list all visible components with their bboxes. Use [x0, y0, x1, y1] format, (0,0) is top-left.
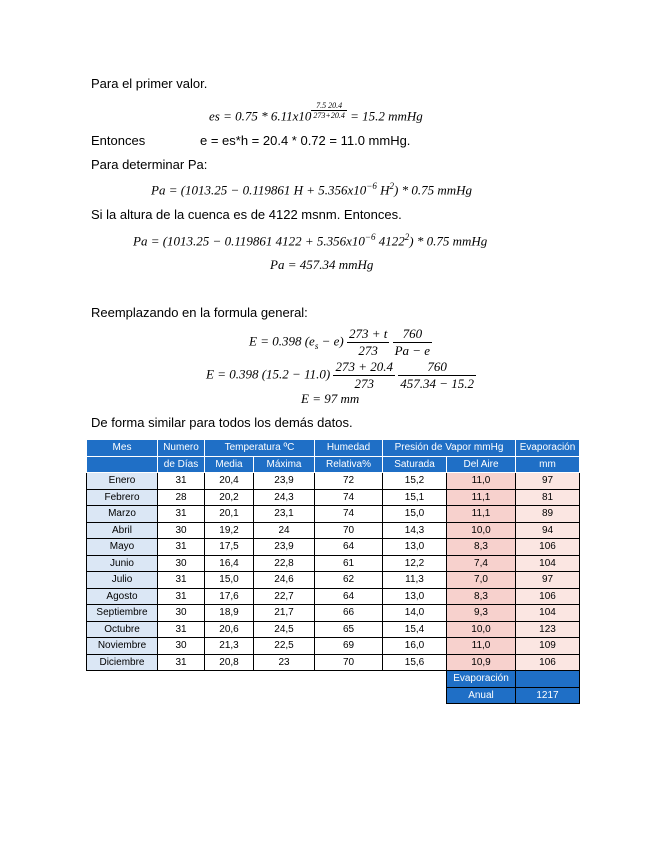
evaporation-table — [86, 439, 580, 704]
header-delaire: Del Aire — [447, 456, 516, 473]
cell-media: 17,5 — [205, 539, 254, 556]
cell-delaire: 7,0 — [447, 572, 516, 589]
eq1-lhs: es = 0.75 * 6.11x10 — [209, 108, 312, 124]
cell-media: 20,8 — [205, 654, 254, 671]
equation-pa-value — [133, 232, 487, 249]
cell-humedad: 70 — [315, 522, 383, 539]
equation-es — [209, 101, 423, 125]
cell-dias: 28 — [158, 489, 205, 506]
cell-humedad: 62 — [315, 572, 383, 589]
cell-month: Mayo — [87, 539, 158, 556]
cell-humedad: 72 — [315, 473, 383, 490]
cell-humedad: 64 — [315, 588, 383, 605]
cell-evaporacion: 97 — [516, 572, 580, 589]
similar-text: De forma similar para todos los demás datos. — [91, 415, 353, 430]
footer-spacer-2 — [87, 687, 447, 704]
eq3-b: 4122 — [375, 233, 405, 249]
cell-delaire: 10,0 — [447, 522, 516, 539]
header-dias: de Días — [158, 456, 205, 473]
cell-evaporacion: 81 — [516, 489, 580, 506]
table-row — [87, 605, 580, 622]
cell-humedad: 74 — [315, 506, 383, 523]
header-row-2 — [87, 456, 580, 473]
cell-month: Septiembre — [87, 605, 158, 622]
header-relativa: Relativa% — [315, 456, 383, 473]
cell-delaire: 11,0 — [447, 638, 516, 655]
table-row — [87, 588, 580, 605]
cell-maxima: 24,3 — [254, 489, 315, 506]
header-evaporacion: Evaporación — [516, 440, 580, 457]
cell-evaporacion: 109 — [516, 638, 580, 655]
header-numero: Numero — [158, 440, 205, 457]
eq3-exp2: 2 — [404, 232, 410, 242]
table-row — [87, 539, 580, 556]
eq5-lhs: E = 0.398 (e — [249, 333, 315, 349]
table-row — [87, 638, 580, 655]
cell-month: Octubre — [87, 621, 158, 638]
cell-media: 16,4 — [205, 555, 254, 572]
cell-month: Julio — [87, 572, 158, 589]
cell-month: Diciembre — [87, 654, 158, 671]
cell-delaire: 11,1 — [447, 506, 516, 523]
footer-row-2 — [87, 687, 580, 704]
cell-media: 15,0 — [205, 572, 254, 589]
table-row — [87, 654, 580, 671]
cell-delaire: 7,4 — [447, 555, 516, 572]
table-row — [87, 555, 580, 572]
eq1-exp-num: 7.5 20.4 — [316, 101, 343, 110]
entonces-label: Entonces — [91, 133, 146, 148]
cell-evaporacion: 97 — [516, 473, 580, 490]
cell-media: 20,2 — [205, 489, 254, 506]
eq2-a: Pa = (1013.25 − 0.119861 H + 5.356x10 — [151, 182, 367, 198]
eq6-lhs: E = 0.398 (15.2 − 11.0) — [206, 366, 331, 382]
equation-e-substituted — [206, 359, 476, 392]
cell-evaporacion: 106 — [516, 654, 580, 671]
cell-month: Abril — [87, 522, 158, 539]
cell-maxima: 24,6 — [254, 572, 315, 589]
cell-dias: 31 — [158, 572, 205, 589]
table-row — [87, 572, 580, 589]
eq5-f2-num: 760 — [402, 326, 423, 341]
equation-pa-general — [151, 181, 472, 198]
cell-media: 19,2 — [205, 522, 254, 539]
eq5-sub: s — [314, 341, 319, 352]
equation-pa-result: Pa = 457.34 mmHg — [270, 257, 374, 272]
cell-humedad: 74 — [315, 489, 383, 506]
eq2-c: ) * 0.75 mmHg — [394, 182, 472, 198]
cell-delaire: 9,3 — [447, 605, 516, 622]
footer-label-anual: Anual — [447, 687, 516, 704]
footer-blank — [516, 671, 580, 688]
header-maxima: Máxima — [254, 456, 315, 473]
cell-maxima: 23,1 — [254, 506, 315, 523]
cell-month: Marzo — [87, 506, 158, 523]
footer-total: 1217 — [516, 687, 580, 704]
cell-maxima: 24,5 — [254, 621, 315, 638]
header-temperatura: Temperatura ºC — [205, 440, 315, 457]
cell-saturada: 11,3 — [383, 572, 447, 589]
eq6-f2-den: 457.34 − 15.2 — [400, 376, 474, 391]
cell-maxima: 24 — [254, 522, 315, 539]
equation-e-general — [249, 326, 432, 359]
cell-dias: 31 — [158, 588, 205, 605]
cell-dias: 31 — [158, 654, 205, 671]
eq6-f1-den: 273 — [333, 375, 395, 392]
eq1-exp-den: 273+20.4 — [313, 111, 345, 120]
cell-dias: 30 — [158, 605, 205, 622]
eq1-rhs: = 15.2 mmHg — [346, 108, 423, 124]
cell-month: Febrero — [87, 489, 158, 506]
eq5-mid: − e) — [318, 333, 344, 349]
reemplazando-text: Reemplazando en la formula general: — [91, 305, 308, 320]
intro-text: Para el primer valor. — [91, 76, 208, 91]
equation-e-result: E = 97 mm — [301, 391, 360, 406]
cell-dias: 31 — [158, 473, 205, 490]
cell-delaire: 11,0 — [447, 473, 516, 490]
footer-label-evaporacion: Evaporación — [447, 671, 516, 688]
eq2-b: H — [376, 182, 390, 198]
cell-maxima: 22,5 — [254, 638, 315, 655]
cell-media: 20,1 — [205, 506, 254, 523]
table-row — [87, 506, 580, 523]
table-row — [87, 621, 580, 638]
cell-dias: 30 — [158, 522, 205, 539]
cell-saturada: 15,4 — [383, 621, 447, 638]
cell-saturada: 14,3 — [383, 522, 447, 539]
header-media: Media — [205, 456, 254, 473]
cell-evaporacion: 94 — [516, 522, 580, 539]
cell-humedad: 66 — [315, 605, 383, 622]
cell-delaire: 10,9 — [447, 654, 516, 671]
cell-month: Enero — [87, 473, 158, 490]
cell-media: 17,6 — [205, 588, 254, 605]
eq5-f1-den: 273 — [347, 342, 389, 359]
determinar-text: Para determinar Pa: — [91, 157, 208, 172]
cell-media: 21,3 — [205, 638, 254, 655]
table-row — [87, 473, 580, 490]
table-body — [87, 473, 580, 671]
cell-evaporacion: 104 — [516, 555, 580, 572]
header-presion: Presión de Vapor mmHg — [383, 440, 516, 457]
cell-evaporacion: 89 — [516, 506, 580, 523]
eq6-f2-num: 760 — [427, 359, 447, 374]
cell-dias: 31 — [158, 539, 205, 556]
cell-saturada: 15,0 — [383, 506, 447, 523]
cell-maxima: 23,9 — [254, 539, 315, 556]
cell-media: 18,9 — [205, 605, 254, 622]
cell-delaire: 8,3 — [447, 588, 516, 605]
eq5-f2-den: Pa − e — [394, 343, 431, 358]
cell-saturada: 15,6 — [383, 654, 447, 671]
cell-saturada: 13,0 — [383, 588, 447, 605]
cell-evaporacion: 104 — [516, 605, 580, 622]
cell-maxima: 23 — [254, 654, 315, 671]
cell-delaire: 8,3 — [447, 539, 516, 556]
cell-delaire: 10,0 — [447, 621, 516, 638]
eq3-c: ) * 0.75 mmHg — [409, 233, 488, 249]
footer-spacer — [87, 671, 447, 688]
cell-dias: 31 — [158, 621, 205, 638]
header-saturada: Saturada — [383, 456, 447, 473]
header-mes: Mes — [87, 440, 158, 457]
cell-saturada: 16,0 — [383, 638, 447, 655]
cell-month: Agosto — [87, 588, 158, 605]
cell-maxima: 22,8 — [254, 555, 315, 572]
cell-saturada: 14,0 — [383, 605, 447, 622]
eq3-exp: −6 — [364, 232, 376, 242]
eq6-f1-num: 273 + 20.4 — [335, 359, 393, 374]
eq2-exp2: 2 — [389, 181, 394, 191]
eq2-exp: −6 — [366, 181, 377, 191]
header-humedad: Humedad — [315, 440, 383, 457]
eq5-f1-num: 273 + t — [348, 326, 388, 341]
cell-media: 20,4 — [205, 473, 254, 490]
cell-humedad: 70 — [315, 654, 383, 671]
table-row — [87, 522, 580, 539]
cell-saturada: 15,1 — [383, 489, 447, 506]
cell-delaire: 11,1 — [447, 489, 516, 506]
cell-month: Junio — [87, 555, 158, 572]
cell-dias: 30 — [158, 555, 205, 572]
eq3-a: Pa = (1013.25 − 0.119861 4122 + 5.356x10 — [133, 233, 365, 249]
cell-evaporacion: 123 — [516, 621, 580, 638]
header-row-1 — [87, 440, 580, 457]
cell-humedad: 64 — [315, 539, 383, 556]
table-row — [87, 489, 580, 506]
entonces-expression: e = es*h = 20.4 * 0.72 = 11.0 mmHg. — [200, 133, 411, 148]
altura-text: Si la altura de la cuenca es de 4122 msnm. Entonces. — [91, 207, 402, 222]
cell-media: 20,6 — [205, 621, 254, 638]
cell-humedad: 69 — [315, 638, 383, 655]
header-mes-blank — [87, 456, 158, 473]
cell-dias: 31 — [158, 506, 205, 523]
cell-humedad: 65 — [315, 621, 383, 638]
cell-saturada: 15,2 — [383, 473, 447, 490]
cell-humedad: 61 — [315, 555, 383, 572]
cell-evaporacion: 106 — [516, 539, 580, 556]
cell-saturada: 13,0 — [383, 539, 447, 556]
cell-month: Noviembre — [87, 638, 158, 655]
cell-maxima: 23,9 — [254, 473, 315, 490]
cell-saturada: 12,2 — [383, 555, 447, 572]
cell-dias: 30 — [158, 638, 205, 655]
cell-evaporacion: 106 — [516, 588, 580, 605]
footer-row-1 — [87, 671, 580, 688]
cell-maxima: 21,7 — [254, 605, 315, 622]
header-mm: mm — [516, 456, 580, 473]
cell-maxima: 22,7 — [254, 588, 315, 605]
